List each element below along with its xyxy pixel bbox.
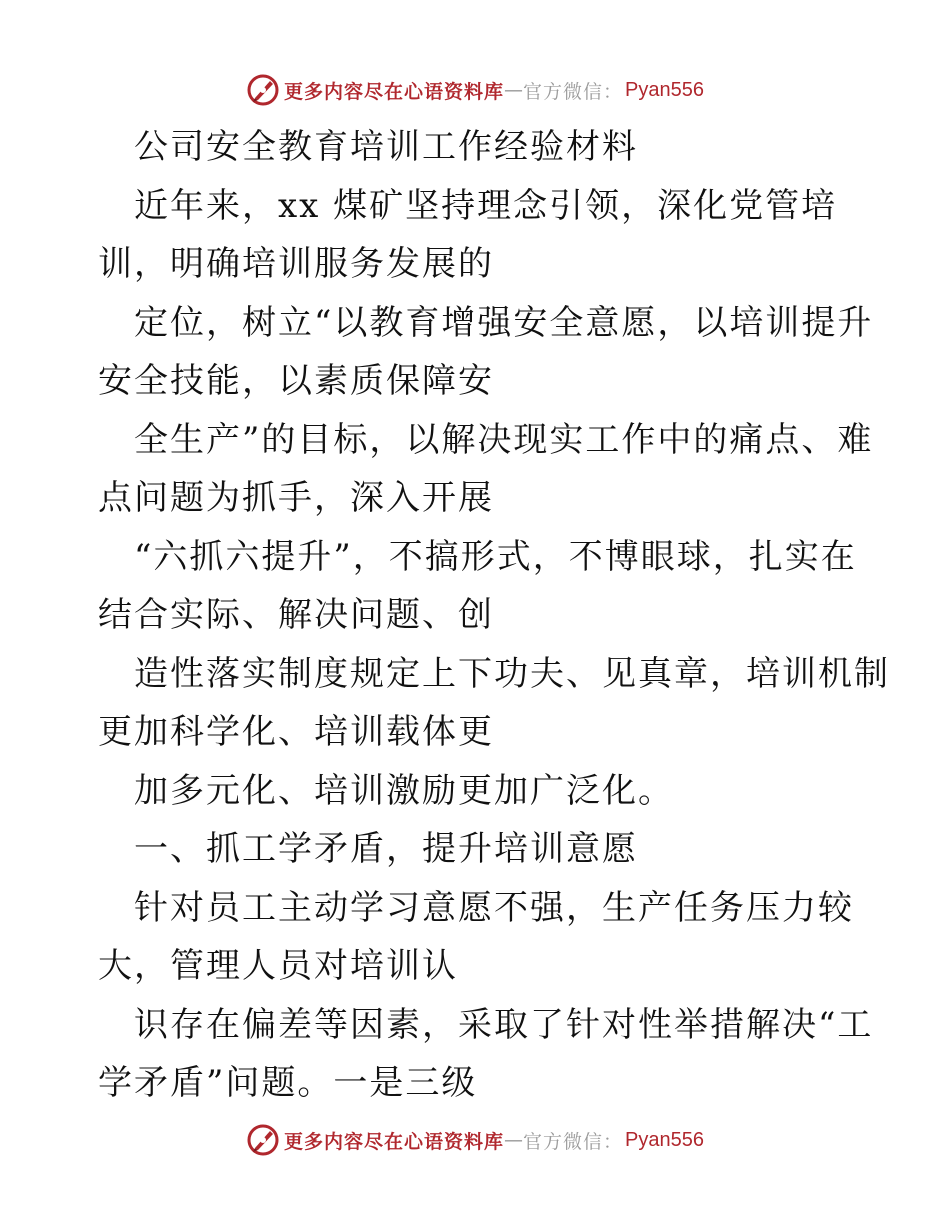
text-line: 学矛盾”问题。一是三级: [98, 1063, 478, 1103]
document-title: 公司安全教育培训工作经验材料: [134, 127, 638, 167]
banner-wechat-id: Pyan556: [625, 78, 704, 101]
text-line: 定位，树立“以教育增强安全意愿，以培训提升: [134, 302, 874, 343]
banner-site-name: 更多内容尽在心语资料库: [284, 80, 505, 103]
banner-dash: —: [504, 1129, 524, 1151]
text-line: 近年来，xx 煤矿坚持理念引领，深化党管培: [134, 185, 838, 226]
text-line: 结合实际、解决问题、创: [98, 595, 494, 635]
text-line: 更加科学化、培训载体更: [98, 712, 494, 752]
text-line: 训，明确培训服务发展的: [98, 244, 494, 284]
text-line: 识存在偏差等因素，采取了针对性举措解决“工: [134, 1004, 874, 1045]
text-line: 点问题为抓手，深入开展: [98, 478, 494, 518]
banner-wechat-label: 官方微信：: [523, 1130, 624, 1153]
banner-wechat-id: Pyan556: [625, 1128, 704, 1151]
text-line: 加多元化、培训激励更加广泛化。: [134, 770, 674, 811]
text-line: 针对员工主动学习意愿不强，生产任务压力较: [134, 887, 854, 928]
text-line: 全生产”的目标，以解决现实工作中的痛点、难: [134, 419, 874, 460]
text-line: “六抓六提升”，不搞形式，不博眼球，扎实在: [134, 536, 857, 577]
document-body: [98, 118, 890, 1113]
banner-site-name: 更多内容尽在心语资料库: [284, 1130, 505, 1153]
quill-logo-icon: [246, 73, 280, 107]
banner-dash: —: [504, 79, 524, 101]
text-line: 大，管理人员对培训认: [98, 946, 458, 986]
header-banner: [0, 68, 950, 112]
footer-banner: [0, 1118, 950, 1162]
section-heading: 一、抓工学矛盾，提升培训意愿: [134, 829, 638, 869]
text-line: 造性落实制度规定上下功夫、见真章，培训机制: [134, 653, 890, 694]
banner-wechat-label: 官方微信：: [523, 80, 624, 103]
quill-logo-icon: [246, 1123, 280, 1157]
text-line: 安全技能，以素质保障安: [98, 361, 494, 401]
